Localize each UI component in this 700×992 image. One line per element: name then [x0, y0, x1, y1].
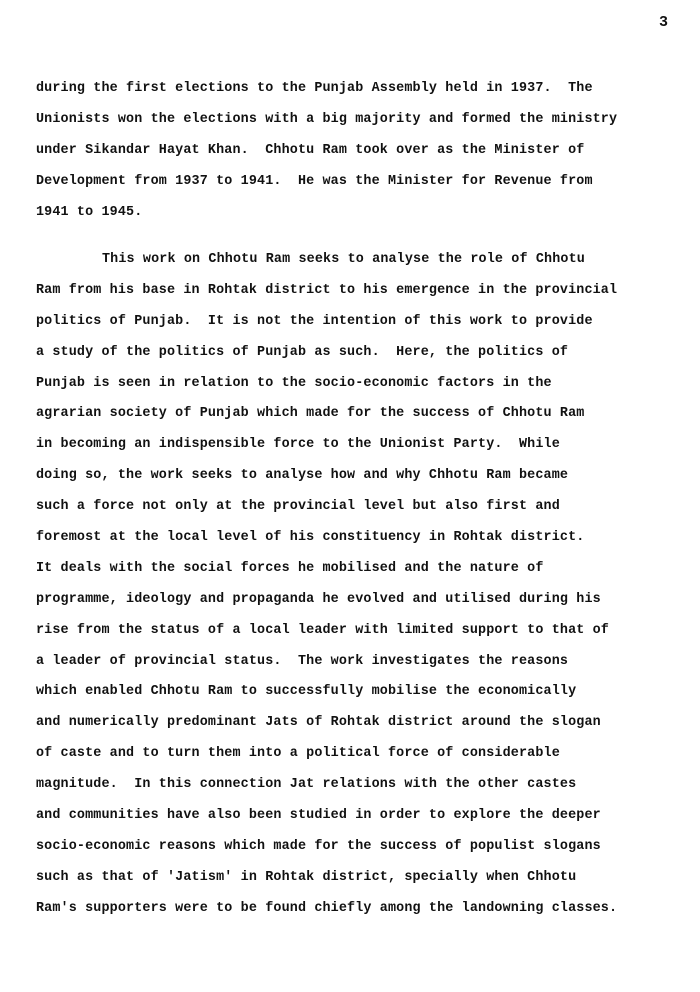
text-line: which enabled Chhotu Ram to successfully mobilise the economically: [36, 684, 577, 700]
text-line: and numerically predominant Jats of Rohtak district around the slogan: [36, 715, 601, 731]
text-line: Ram from his base in Rohtak district to his emergence in the provincial: [36, 282, 618, 298]
text-line: Unionists won the elections with a big majority and formed the ministry: [36, 111, 618, 127]
text-line: This work on Chhotu Ram seeks to analyse the role of Chhotu: [102, 252, 585, 267]
text-line: programme, ideology and propaganda he evolved and utilised during his: [36, 591, 601, 607]
text-line: Development from 1937 to 1941. He was the Minister for Revenue from: [36, 173, 593, 189]
text-line: a leader of provincial status. The work investigates the reasons: [36, 653, 569, 669]
text-line: foremost at the local level of his constituency in Rohtak district.: [36, 530, 585, 546]
text-line: magnitude. In this connection Jat relations with the other castes: [36, 777, 577, 793]
text-line: a study of the politics of Punjab as such. Here, the politics of: [36, 344, 569, 360]
text-line: doing so, the work seeks to analyse how and why Chhotu Ram became: [36, 468, 569, 484]
page-number: 3: [658, 14, 668, 31]
text-line: socio-economic reasons which made for the success of populist slogans: [36, 838, 601, 854]
text-line: such as that of 'Jatism' in Rohtak district, specially when Chhotu: [36, 869, 577, 885]
paragraph-2: [36, 245, 692, 925]
text-line: Ram's supporters were to be found chiefly among the landowning classes.: [36, 900, 618, 916]
text-line: rise from the status of a local leader with limited support to that of: [36, 622, 609, 638]
text-line: during the first elections to the Punjab Assembly held in 1937. The: [36, 81, 593, 96]
text-line: of caste and to turn them into a political force of considerable: [36, 746, 560, 762]
text-line: It deals with the social forces he mobilised and the nature of: [36, 560, 544, 576]
text-line: such a force not only at the provincial level but also first and: [36, 499, 560, 515]
paragraph-1: [36, 74, 692, 228]
text-line: politics of Punjab. It is not the intention of this work to provide: [36, 313, 593, 329]
text-line: agrarian society of Punjab which made for the success of Chhotu Ram: [36, 406, 585, 422]
text-line: and communities have also been studied in order to explore the deeper: [36, 808, 601, 824]
text-line: 1941 to 1945.: [36, 204, 143, 220]
text-line: Punjab is seen in relation to the socio-economic factors in the: [36, 375, 552, 391]
text-line: in becoming an indispensible force to the Unionist Party. While: [36, 437, 560, 453]
text-line: under Sikandar Hayat Khan. Chhotu Ram took over as the Minister of: [36, 142, 585, 158]
